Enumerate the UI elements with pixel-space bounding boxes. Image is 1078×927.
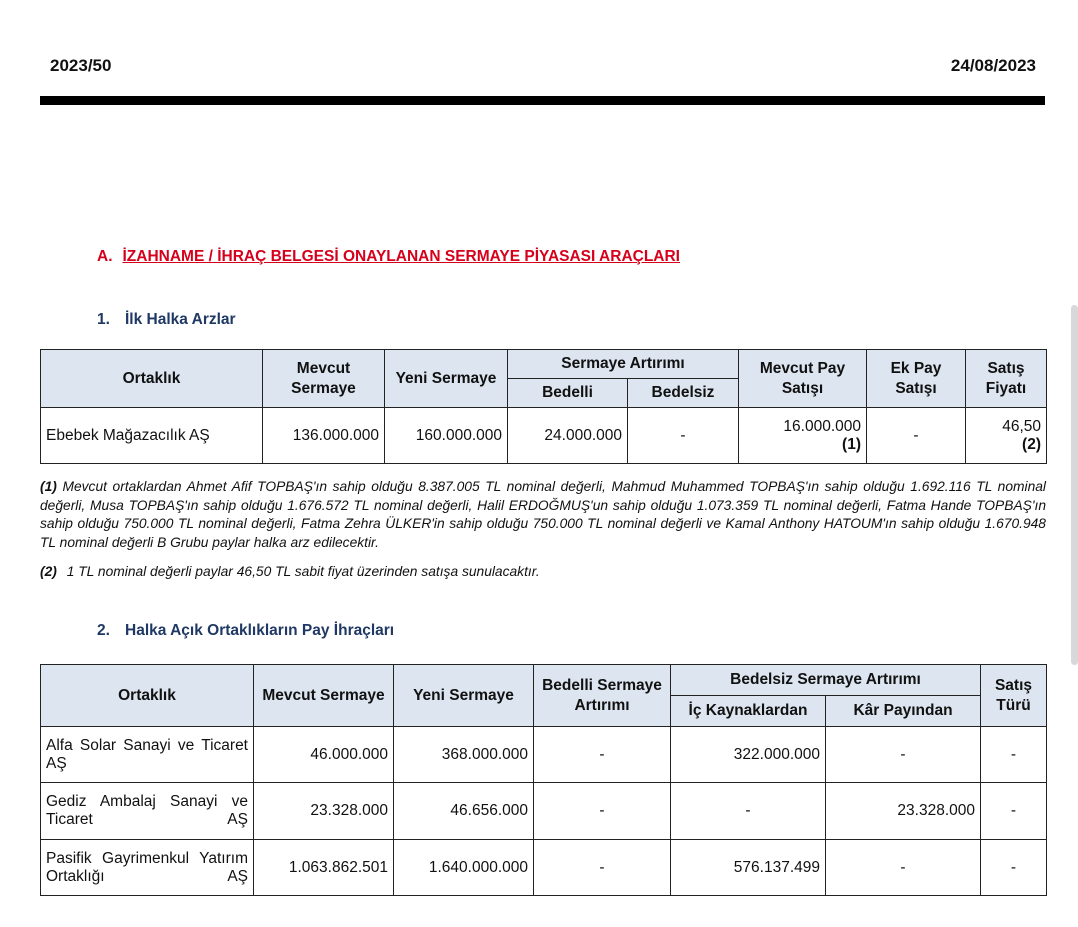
table-row xyxy=(41,727,1047,783)
ipo-header-existing-sale: Mevcut Pay Satışı xyxy=(739,350,867,408)
ipo-number: 1. xyxy=(97,311,110,328)
footnote-1-text: Mevcut ortaklardan Ahmet Afif TOPBAŞ'ın sahip olduğu 8.387.005 TL nominal değerli, Mahmud Muhammed TOPBAŞ'ın sahip olduğu 1.692.116 TL nominal değerli, Musa TOPBAŞ'ın sahip olduğu 1.676.572 TL nominal değerli, Halil ERDOĞMUŞ'un sahip olduğu 1.073.359 TL nominal değerli, Fatma Hande TOPBAŞ'ın sahip olduğu 750.000 TL nominal değerli, Fatma Zehra ÜLKER'in sahip olduğu 750.000 TL nominal değerli ve Kamal Anthony HATOUM'ın sahip olduğu 1.670.948 TL nominal değerli B Grubu paylar halka arz edilecektir. xyxy=(40,479,1046,550)
public-row-3-internal: 576.137.499 xyxy=(671,840,826,896)
ipo-new-capital: 160.000.000 xyxy=(385,408,508,464)
public-row-3-new: 1.640.000.000 xyxy=(394,840,534,896)
public-row-2-dividend: 23.328.000 xyxy=(826,783,981,840)
public-header-bonus-increase: Bedelsiz Sermaye Artırımı xyxy=(671,665,981,696)
public-row-1-new: 368.000.000 xyxy=(394,727,534,783)
ipo-bonus: - xyxy=(628,408,739,464)
footnote-2 xyxy=(40,563,1046,582)
public-title: Halka Açık Ortaklıkların Pay İhraçları xyxy=(125,622,395,639)
ipo-header-bonus: Bedelsiz xyxy=(628,379,739,408)
ipo-company: Ebebek Mağazacılık AŞ xyxy=(41,408,263,464)
public-row-1-current: 46.000.000 xyxy=(254,727,394,783)
footnote-1-ref: (1) xyxy=(40,479,57,494)
ipo-extra-sale: - xyxy=(867,408,966,464)
public-offerings-table xyxy=(40,664,1047,896)
ipo-table xyxy=(40,349,1047,464)
ipo-existing-sale: 16.000.000 xyxy=(783,417,861,435)
public-header-paid-increase: Bedelli Sermaye Artırımı xyxy=(534,665,671,727)
section-a-heading xyxy=(97,248,680,266)
ipo-header-paid: Bedelli xyxy=(508,379,628,408)
bulletin-number: 2023/50 xyxy=(50,56,112,75)
footnote-2-ref: (2) xyxy=(40,564,57,579)
public-row-1-paid: - xyxy=(534,727,671,783)
ipo-header-capital-increase: Sermaye Artırımı xyxy=(508,350,739,379)
ipo-current-capital: 136.000.000 xyxy=(263,408,385,464)
public-row-2-internal: - xyxy=(671,783,826,840)
public-header-company: Ortaklık xyxy=(41,665,254,727)
public-row-3-current: 1.063.862.501 xyxy=(254,840,394,896)
ipo-price: 46,50 xyxy=(1002,417,1041,435)
public-row-1-sale-type: - xyxy=(981,727,1047,783)
ipo-title: İlk Halka Arzlar xyxy=(125,311,236,328)
table-row xyxy=(41,783,1047,840)
public-row-2-paid: - xyxy=(534,783,671,840)
header-rule xyxy=(40,96,1045,105)
footnote-1 xyxy=(40,478,1046,552)
ipo-heading xyxy=(97,311,236,329)
public-row-2-company: Gediz Ambalaj Sanayi ve Ticaret AŞ xyxy=(41,783,254,840)
ipo-existing-sale-note: (1) xyxy=(842,435,861,453)
ipo-price-cell xyxy=(966,408,1047,464)
public-row-1-dividend: - xyxy=(826,727,981,783)
public-row-3-dividend: - xyxy=(826,840,981,896)
section-a-letter: A. xyxy=(97,248,113,265)
section-a-title: İZAHNAME / İHRAÇ BELGESİ ONAYLANAN SERMAYE PİYASASI ARAÇLARI xyxy=(122,248,680,265)
public-header-new-capital: Yeni Sermaye xyxy=(394,665,534,727)
public-row-1-internal: 322.000.000 xyxy=(671,727,826,783)
public-row-2-new: 46.656.000 xyxy=(394,783,534,840)
table-row xyxy=(41,840,1047,896)
public-header-dividend: Kâr Payından xyxy=(826,696,981,727)
ipo-header-current-capital: Mevcut Sermaye xyxy=(263,350,385,408)
ipo-price-note: (2) xyxy=(1022,435,1041,453)
public-header-internal: İç Kaynaklardan xyxy=(671,696,826,727)
public-row-2-sale-type: - xyxy=(981,783,1047,840)
public-row-1-company: Alfa Solar Sanayi ve Ticaret AŞ xyxy=(41,727,254,783)
public-row-3-company: Pasifik Gayrimenkul Yatırım Ortaklığı AŞ xyxy=(41,840,254,896)
ipo-paid: 24.000.000 xyxy=(508,408,628,464)
public-heading xyxy=(97,622,394,640)
ipo-existing-sale-cell xyxy=(739,408,867,464)
ipo-header-new-capital: Yeni Sermaye xyxy=(385,350,508,408)
ipo-header-price: Satış Fiyatı xyxy=(966,350,1047,408)
table-row xyxy=(41,408,1047,464)
ipo-header-company: Ortaklık xyxy=(41,350,263,408)
public-header-current-capital: Mevcut Sermaye xyxy=(254,665,394,727)
public-row-3-sale-type: - xyxy=(981,840,1047,896)
public-header-sale-type: Satış Türü xyxy=(981,665,1047,727)
scrollbar[interactable] xyxy=(1071,305,1078,665)
bulletin-date: 24/08/2023 xyxy=(950,56,1036,75)
public-number: 2. xyxy=(97,622,110,639)
public-row-2-current: 23.328.000 xyxy=(254,783,394,840)
ipo-header-extra-sale: Ek Pay Satışı xyxy=(867,350,966,408)
footnote-2-text: 1 TL nominal değerli paylar 46,50 TL sabit fiyat üzerinden satışa sunulacaktır. xyxy=(66,564,540,579)
public-row-3-paid: - xyxy=(534,840,671,896)
